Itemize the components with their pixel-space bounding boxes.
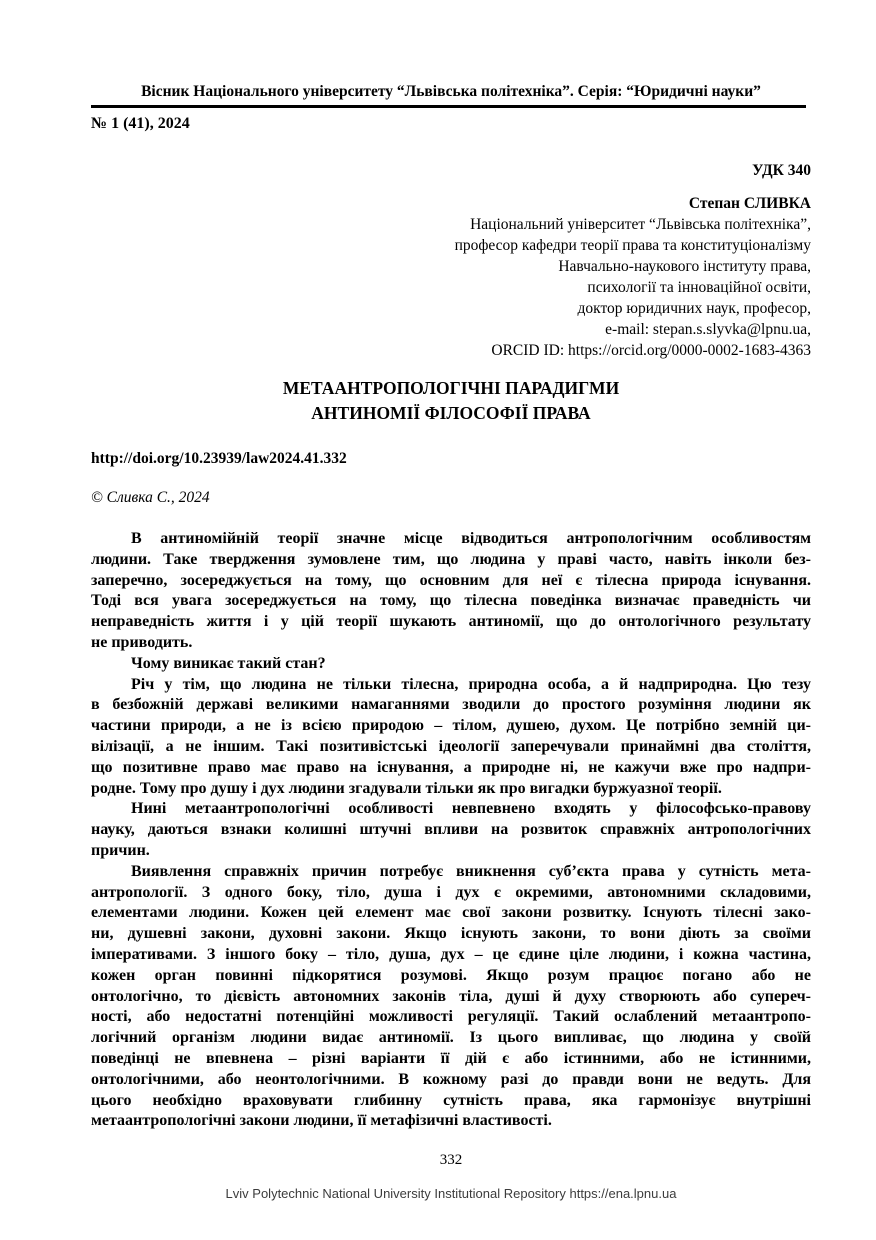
- author-block: [91, 193, 811, 361]
- paragraph-line: поведінці не впевнена – різні варіанти її дій є або істинними, або не істинними,: [91, 1049, 811, 1067]
- paragraph-line: логічний організм людини видає антиномії. Із цього випливає, що людина у своїй: [91, 1029, 811, 1047]
- repository-footer: Lviv Polytechnic National University Institutional Repository https://ena.lpnu.ua: [225, 1186, 677, 1202]
- author-detail-line: e-mail: stepan.s.slyvka@lpnu.ua,: [605, 321, 811, 338]
- header-rule: [91, 105, 806, 108]
- paragraph-line: В антиномійній теорії значне місце відводиться антропологічним особливостям: [131, 530, 811, 547]
- paragraph-line: що позитивне право має право на існування, а природне ні, не кажучи вже про надпри-: [91, 758, 811, 776]
- paragraph-line: онтологічно, то дієвість автономних законів тіла, душі й духу створюють або супереч-: [91, 987, 811, 1005]
- paragraph-line: вілізації, а не іншим. Такі позитивістські ідеології заперечували принаймні два століття,: [91, 737, 811, 755]
- paragraph: [91, 529, 811, 654]
- author-detail-line: доктор юридичних наук, професор,: [577, 300, 811, 317]
- author-name: Степан СЛИВКА: [688, 195, 811, 212]
- paragraph-line: ни, душевні закони, духовні закони. Якщо існують закони, то вони діють за своїми: [91, 925, 811, 943]
- paragraph: [91, 799, 811, 861]
- article-title-line-2: АНТИНОМІЇ ФІЛОСОФІЇ ПРАВА: [311, 403, 591, 423]
- paragraph-line: неправедність життя і у цій теорії шукають антиномії, що до онтологічного результату: [91, 613, 811, 631]
- paragraph-line: причин.: [91, 841, 150, 859]
- paragraph-line: заперечно, зосереджується на тому, що основним для неї є тілесна природа існування.: [91, 571, 811, 589]
- paragraph-line: людини. Таке твердження зумовлене тим, що людина у праві часто, навіть інколи без-: [91, 550, 811, 568]
- paragraph-line: в безбожній державі великими намаганнями зводили до простого розуміння людини як: [91, 696, 811, 714]
- udc-code: УДК 340: [752, 162, 811, 179]
- article-title: [91, 376, 811, 426]
- doi-link: http://doi.org/10.23939/law2024.41.332: [91, 450, 347, 467]
- paragraph-line: елементами людини. Кожен цей елемент має свої закони розвитку. Існують тілесні зако-: [91, 904, 811, 922]
- journal-header-title: Вісник Національного університету “Львівська політехніка”. Серія: “Юридичні науки”: [141, 83, 761, 100]
- paragraph: [91, 675, 811, 800]
- author-detail-line: Навчально-наукового інституту права,: [558, 258, 811, 275]
- paragraph-line: науку, даються взнаки колишні штучні впливи на розвиток справжніх антропологічних: [91, 821, 811, 839]
- author-detail-line: професор кафедри теорії права та конституціоналізму: [454, 237, 811, 254]
- paragraph: [91, 862, 811, 1132]
- paragraph-line: кожен орган повинні підкорятися розумові. Якщо розум працює погано або не: [91, 966, 811, 984]
- paragraph-line: метаантропологічні закони людини, її метафізичні властивості.: [91, 1112, 552, 1130]
- author-detail-line: ORCID ID: https://orcid.org/0000-0002-1683-4363: [491, 342, 811, 359]
- paragraph: [91, 654, 811, 675]
- article-title-line-1: МЕТААНТРОПОЛОГІЧНІ ПАРАДИГМИ: [282, 378, 620, 398]
- author-detail-line: психології та інноваційної освіти,: [587, 279, 811, 296]
- paragraph-line: Річ у тім, що людина не тільки тілесна, природна особа, а й надприродна. Цю тезу: [131, 675, 811, 693]
- page-number: 332: [439, 1152, 463, 1169]
- paragraph-line: антропології. З одного боку, тіло, душа і дух є окремими, автономними складовими,: [91, 883, 811, 901]
- paragraph-line: Нині метаантропологічні особливості невпевнено входять у філософсько-правову: [131, 800, 811, 818]
- author-detail-line: Національний університет “Львівська політехніка”,: [470, 216, 811, 233]
- paragraph-line: імперативами. З іншого боку – тіло, душа, дух – це єдине ціле людини, і кожна частина,: [91, 945, 811, 963]
- paragraph-line: родне. Тому про душу і дух людини згадували тільки як про вигадки буржуазної теорії.: [91, 779, 722, 797]
- paragraph-line: Чому виникає такий стан?: [131, 654, 326, 672]
- article-body: [91, 529, 811, 1132]
- author-details: [91, 214, 811, 361]
- paragraph-line: ності, або недостатні потенційні можливості регуляції. Такий ослаблений метаантропо-: [91, 1008, 811, 1026]
- paragraph-line: цього необхідно враховувати глибинну сутність права, яка гармонізує внутрішні: [91, 1091, 811, 1109]
- copyright-notice: © Сливка С., 2024: [91, 489, 210, 506]
- paragraph-line: частини природи, а не із всією природою – тілом, душею, духом. Це потрібно земній ци-: [91, 717, 811, 735]
- paragraph-line: онтологічними, або неонтологічними. В кожному разі до правди вони не ведуть. Для: [91, 1070, 811, 1088]
- paragraph-line: не приводить.: [91, 633, 193, 651]
- paragraph-line: Тоді вся увага зосереджується на тому, що тілесна поведінка визначає праведність чи: [91, 592, 811, 610]
- paragraph-line: Виявлення справжніх причин потребує вникнення суб’єкта права у сутність мета-: [131, 862, 811, 880]
- journal-issue: № 1 (41), 2024: [91, 115, 190, 132]
